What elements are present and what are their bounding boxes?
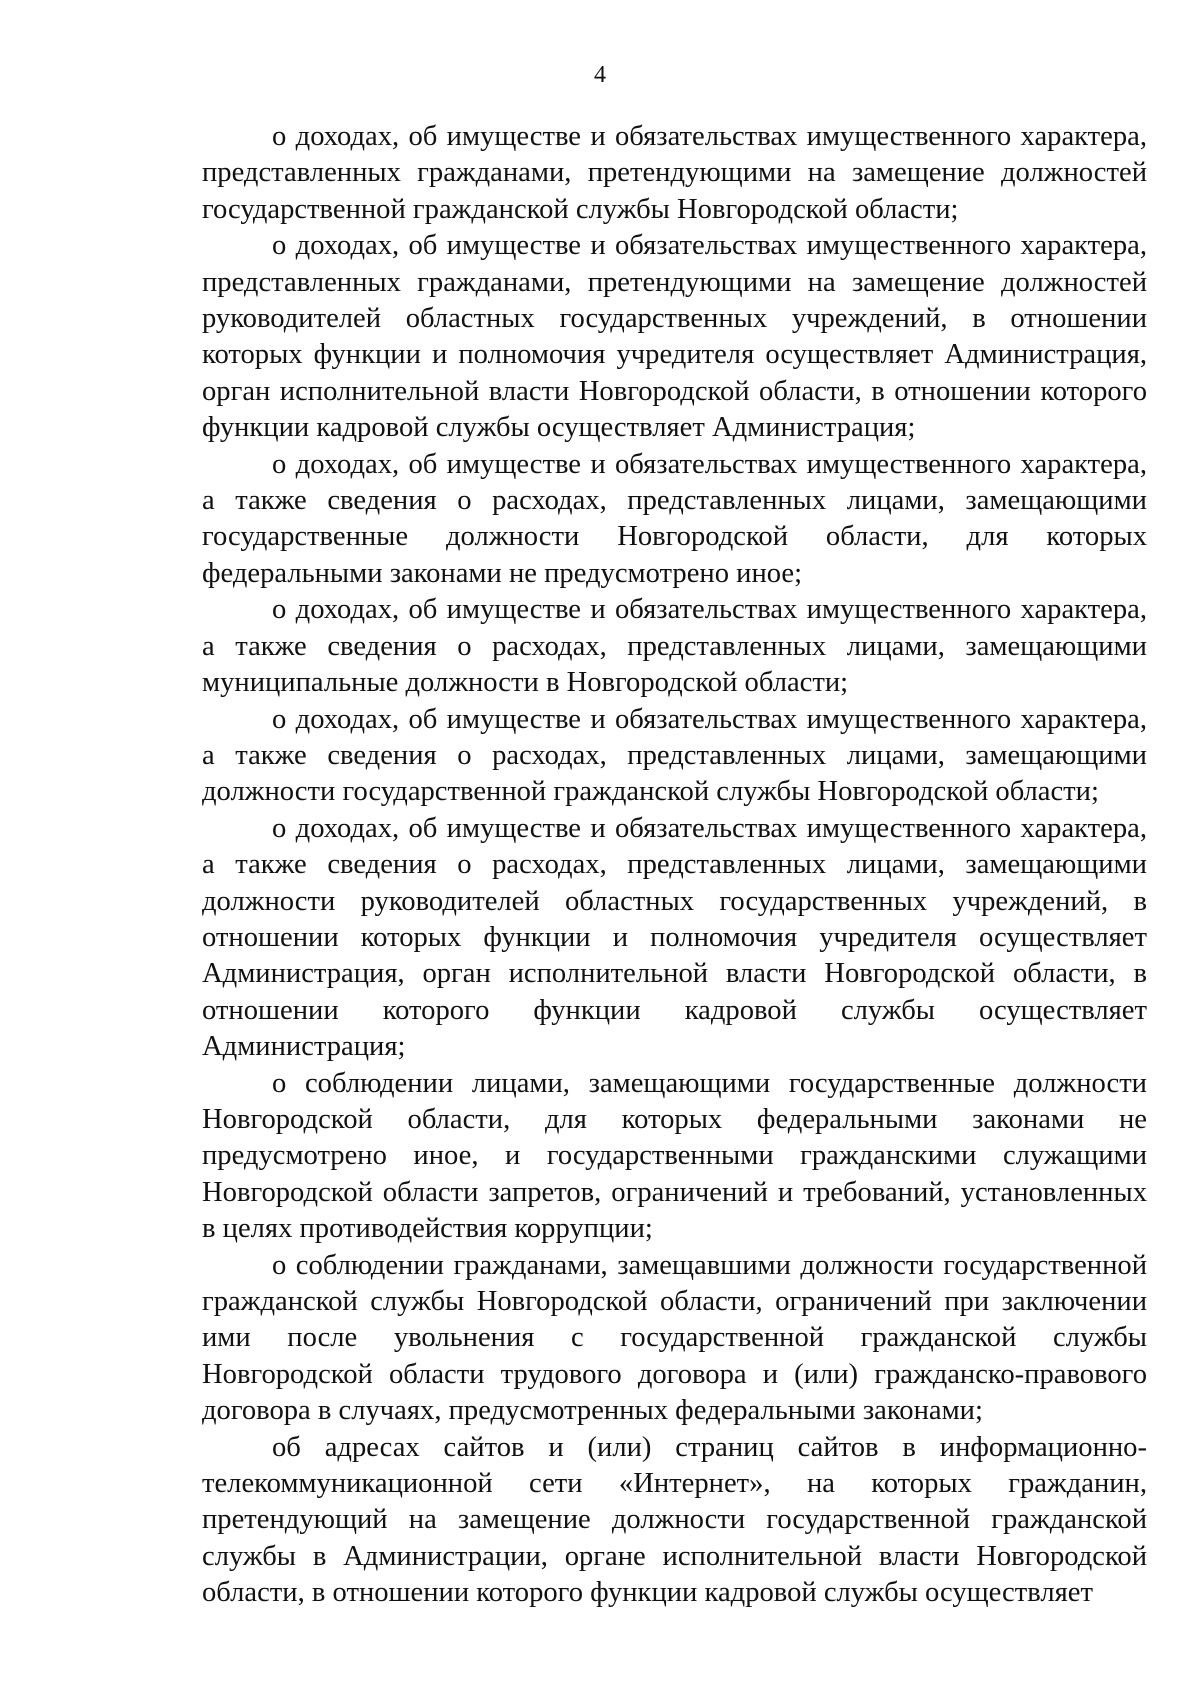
paragraph-income-applicants-institution-heads: о доходах, об имуществе и обязательствах имущественного характера, представленных гражданами, претендующими на замещение должностей руководителей областных государственных учреждений, в отношении которых функции и полномочия учредителя осуществляет Администрация, орган исполнительной власти Новгородской области, в отношении которого функции кадровой службы осуществляет Администрация;	[202, 230, 1147, 444]
paragraph-income-state-positions: о доходах, об имуществе и обязательствах имущественного характера, а также сведения о расходах, представленных лицами, замещающими государственные должности Новгородской области, для которых федеральными законами не предусмотрено иное;	[202, 448, 1147, 589]
document-body	[202, 119, 1147, 1612]
paragraph-income-municipal-positions: о доходах, об имуществе и обязательствах имущественного характера, а также сведения о расходах, представленных лицами, замещающими муниципальные должности в Новгородской области;	[202, 594, 1147, 699]
paragraph-income-institution-heads: о доходах, об имуществе и обязательствах имущественного характера, а также сведения о расходах, представленных лицами, замещающими должности руководителей областных государственных учреждений, в отношении которых функции и полномочия учредителя осуществляет Администрация, орган исполнительной власти Новгородской области, в отношении которого функции кадровой службы осуществляет Администрация;	[202, 812, 1147, 1063]
paragraph-income-civil-servants: о доходах, об имуществе и обязательствах имущественного характера, а также сведения о расходах, представленных лицами, замещающими должности государственной гражданской службы Новгородской области;	[202, 703, 1147, 808]
paragraph-compliance-restrictions: о соблюдении лицами, замещающими государственные должности Новгородской области, для которых федеральными законами не предусмотрено иное, и государственными гражданскими служащими Новгородской области запретов, ограничений и требований, установленных в целях противодействия коррупции;	[202, 1067, 1147, 1245]
page-number: 4	[594, 62, 606, 88]
paragraph-internet-sites: об адресах сайтов и (или) страниц сайтов в информационно-телекоммуникационной сети «Интернет», на которых гражданин, претендующий на замещение должности государственной гражданской службы в Администрации, органе исполнительной власти Новгородской области, в отношении которого функции кадровой службы осуществляет	[202, 1431, 1147, 1609]
paragraph-former-servants-contracts: о соблюдении гражданами, замещавшими должности государственной гражданской службы Новгородской области, ограничений при заключении ими после увольнения с государственной гражданской службы Новгородской области трудового договора и (или) гражданско-правового договора в случаях, предусмотренных федеральными законами;	[202, 1249, 1147, 1427]
paragraph-income-applicants-civil-service: о доходах, об имуществе и обязательствах имущественного характера, представленных гражданами, претендующими на замещение должностей государственной гражданской службы Новгородской области;	[202, 121, 1147, 225]
